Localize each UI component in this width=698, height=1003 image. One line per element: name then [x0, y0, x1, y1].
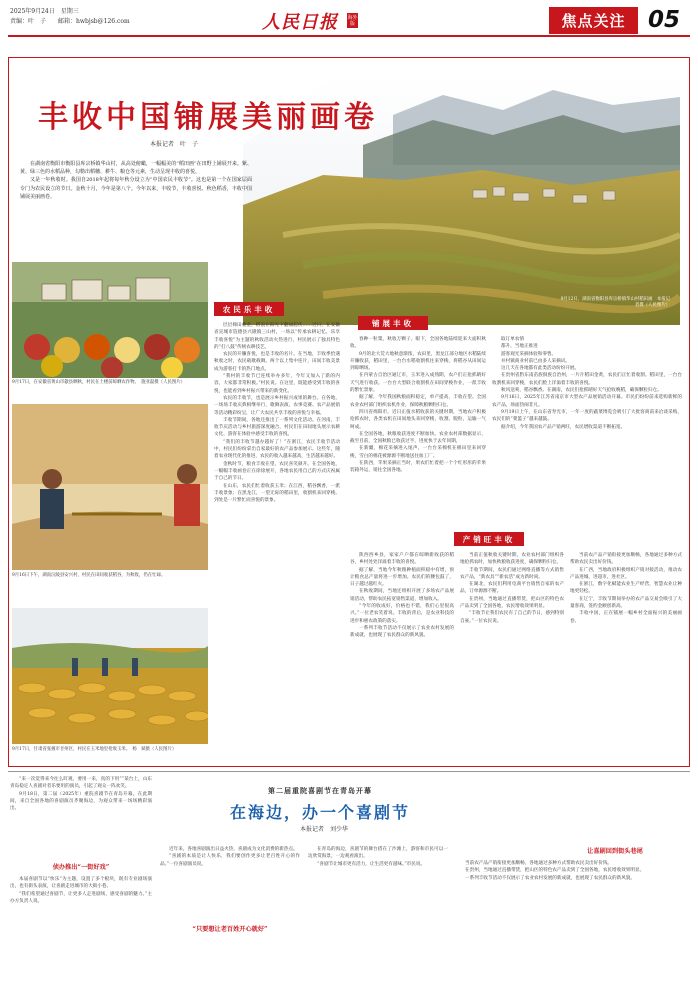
paragraph: 当前农产品产销衔接更加顺畅，各地通过多种方式帮助农民卖出好价钱。: [570, 553, 682, 566]
paragraph: 在广西，当地政府积极组织产销对接活动，推动农产品进城、进超市、进社区。: [570, 567, 682, 580]
paragraph: 层层梯田叠金，稻浪在阳光下翻涌起伏……近日，在安徽省宣城市旌德县兴隆镇三山村，一场以“传承农耕记忆，乐享丰收喜悦”为主题的秋收活动火热进行，村民展示了独具特色的“打八鼓”传统农耕技艺。: [214, 323, 340, 350]
paragraph: 并村镇商业村前已由多人采摘试。: [501, 358, 570, 364]
paragraph: 在贵州，当地通过直播带货，把山区的特色农产品卖到了全国各地，农民增收效果明显。: [465, 868, 645, 874]
header-rule: [8, 35, 690, 37]
feature-column-2: [350, 336, 486, 526]
paragraph: 9月的北大荒大地秋意渐浓，农田里，黑龙江部分地区水稻陆续开镰收获，稻田里，一台台水稻收割机往来穿梭，将稻谷从田间运到晾晒场。: [350, 351, 486, 372]
feature-column-5: [460, 552, 564, 760]
paragraph: 在陕西，苹果采摘正当时，果农们忙着把一个个红彤彤的苹果装箱外运，销往全国各地。: [350, 461, 486, 474]
paragraph: 在内蒙古自治区通辽市，玉米进入成熟期，农户们正抢抓晴好天气进行收获。一台台大型联合收割机在田间穿梭作业，一派丰收的繁忙景象。: [350, 373, 486, 394]
corn-harvest-photo: [12, 608, 208, 744]
bottom-column-1: [10, 876, 152, 996]
paragraph: “我们的丰收节越办越好了！”在浙江，农民丰收节活动中，村民们纷纷拿出自家最好的农产品参加展示。这些年，随着农业现代化的推进，农民的收入越来越高，生活越来越好。: [214, 439, 340, 460]
paragraph: 本届喜剧节以“快乐”为主题，设置了多个板块，既有专业剧场演出，也有街头表演，让喜剧走进城市的大街小巷。: [10, 877, 152, 890]
section-heading-farmers: 农民乐丰收: [214, 302, 284, 316]
paragraph: 据了解，今年我国秋粮面积稳定，单产提高，丰收在望。全国农业农村部门组织农机作业，保障秋粮颗粒归仓。: [350, 395, 486, 408]
section-heading-sales: 产销旺丰收: [454, 532, 524, 546]
feature-lead: [20, 160, 252, 242]
editors-line: 责编：叶 子 邮箱：hwbjsb@126.com: [10, 18, 130, 25]
paragraph: 农民的丰收节，也是展示乡村振兴成果的舞台。在各地，一场场丰收庆典相继举行，歌舞表演、农事竞赛、农产品展销等活动精彩纷呈，让广大农民共享丰收的喜悦与幸福。: [214, 395, 340, 416]
paragraph: 在浙江，数字化赋能农业生产经营，智慧农业让种地更轻松。: [570, 582, 682, 595]
photo1-caption: 9月17日，在安徽省黄山市歙县晒秋，村民在土楼前晾晒农作物。 施亚磊摄（人民图片）: [12, 380, 186, 385]
paragraph: 农民的开镰喜悦，也是丰收的名片。在当地，丰收季恰遇秋收之时，农民载歌载舞。两个以上集中连片，田间丰收美景成为游客打卡的热门地点。: [214, 352, 340, 372]
feature-column-6: [570, 552, 682, 760]
grain-sunning-photo: [12, 404, 208, 570]
paragraph: 秋风送爽，稻谷飘香。在湖南，农民们抢抓晴好天气抢收晚稻，确保颗粒归仓。: [501, 388, 662, 394]
bottom-column-3: [308, 846, 448, 996]
paragraph: 都升，当地正推进: [501, 344, 538, 350]
paragraph: 丰收节期间，农民们通过网络直播等方式销售农产品，“新农具”“新农活”成为新时尚。: [460, 567, 564, 580]
section-heading-harvest: 铺展丰收: [358, 316, 428, 330]
paragraph: 9月19日上午，在山东省寿光市，一年一度的蔬菜博览会吸引了大批客商前来洽谈采购，农民们的“菜篮子”越来越鼓。: [492, 409, 682, 423]
paragraph: 当前农产品产销衔接更加顺畅，各地通过多种方式帮助农民卖出好价钱。: [465, 861, 613, 866]
paragraph: 近年来，各地喜剧演出日益火热，喜剧成为文化消费的新热点。: [169, 847, 298, 852]
lead-paragraph: 在湖南省衡阳市衡阳县库宗桥镇华山村，从高处俯瞰，一幅幅美的“稻田画”在田野上铺展开来。紫、黄、绿三色的水稻品种，勾勒出稻穗、耕牛、粮仓等元素，生动呈现丰收的喜悦。: [20, 161, 252, 176]
feature-column-3: [492, 336, 682, 526]
bottom-title: 在海边，办一个喜剧节: [229, 803, 410, 822]
date-line: 2025年9月24日 星期三: [10, 8, 79, 15]
paragraph: 在贵州省黔东南苗族侗族自治州，一片片稻田金黄，农民们正忙着收割。稻田里，一台台收割机来回穿梭，农民们脸上洋溢着丰收的喜悦。: [492, 373, 682, 386]
bottom-subhead-2: “只要想让老百姓开心就好”: [192, 926, 268, 933]
paragraph: “我村的丰收节已连续举办多年，今年又加入了新的内容，大家都非常积极。”村民说。在这里，既能感受到丰收的喜悦，也能看到乡村振兴带来的新变化。: [214, 374, 340, 394]
bottom-column-1-top: [10, 776, 152, 858]
bottom-subhead-1: 侦办推出“一街好戏”: [52, 864, 110, 871]
photo-top-right-caption: 9月12日，湖南省衡阳县库宗桥镇华山村稻田画 本报记者摄（人民图片）: [560, 297, 670, 308]
lead-paragraph: 又是一年秋收时。我国自2018年起将每年秋分设立为“中国农民丰收节”。这也是第一个在国家层面专门为农民设立的节日。金秋十月，今年是第八个。今年以来，丰收节，丰收喜悦、秋色稻香，丰收中国铺展美丽画卷。: [20, 177, 252, 200]
paragraph: 一系列丰收节活动不仅展示了农业农村发展的新成就，也展现了农民群众的新风貌。: [465, 875, 635, 881]
masthead-seal: 海外版: [347, 14, 358, 27]
paragraph: “今年的收成好，价格也不错，我们心里很高兴。”一位老农笑着说。丰收的背后，是农业科技的进步和惠农政策的落实。: [350, 604, 454, 624]
paragraph: 9月16日，2025年江苏省南京市大型农产品展销活动开幕。市民们纷纷前来选购新鲜的农产品，场面热闹非凡。: [492, 395, 682, 408]
paragraph: 游客观光采摘体验和零售。: [501, 351, 557, 357]
paragraph: 金秋时节，粮食丰收在望，农民喜笑颜开。在全国各地，一幅幅丰收画卷正在徐徐展开，各地农民用自己的方式庆祝属于自己的节日。: [214, 461, 340, 482]
feature-byline: 本报记者 叶 子: [150, 141, 199, 148]
bottom-pretitle: 第二届重院喜剧节在青岛开幕: [268, 786, 372, 795]
paragraph: “喜剧节让城市更有活力，让生活更有滋味。”市民说。: [317, 861, 426, 867]
bottom-divider: [8, 771, 690, 772]
paragraph: 这几天在各地都有此类活动纷纷开展。: [501, 366, 580, 372]
paragraph: 陕西西乡县，家家户户都在晾晒新收获的稻谷，乡村处处洋溢着丰收的喜悦。: [350, 553, 454, 566]
paragraph: 在湖北，农民们利用电商平台销售自家的农产品，订单源源不断。: [460, 582, 564, 595]
paragraph: 丰收中国，正在铺展一幅乡村全面振兴的美丽画卷。: [570, 611, 682, 624]
corn-harvest-photo-art: [12, 608, 208, 744]
feature-column-1: [214, 322, 340, 760]
paragraph: 据介绍，今年我国农产品产销两旺，农民增收渠道不断拓宽。: [501, 424, 626, 430]
harvest-drying-photo: [12, 262, 208, 378]
paragraph: 取订单农情: [501, 337, 524, 342]
paragraph: 据了解，当地今年秋粮种植面积稳中有增，预计粮食总产量将进一步增加。农民们的腰包鼓了，日子越过越红火。: [350, 567, 454, 588]
bottom-column-4: [456, 860, 690, 996]
paragraph: “喜剧的本质是让人快乐，我们要创作更多让老百姓开心的作品。”一位喜剧演员说。: [160, 854, 300, 867]
paragraph: 在贵州，当地通过直播带货，把山区的特色农产品卖到了全国各地，农民增收效果明显。: [460, 596, 564, 610]
paragraph: 9月18日，第二届（2025年）重院喜剧节在青岛开幕。在此期间，来自全国各地的喜剧演员齐聚海边，为观众带来一场场精彩演出。: [10, 791, 152, 812]
paragraph: 在秋收期间，当地还组织开展了多场农产品展销活动，帮助农民拓宽销售渠道，增加收入。: [350, 589, 454, 602]
paragraph: 四川省绵阳市，近日正值水稻收获的关键时期，当地农户积极抢抓农时，各类农机在田间地头来回穿梭，收割、脱粒、运输一气呵成。: [350, 409, 486, 430]
paragraph: “丰收节让我们农民有了自己的节日，感到特别自豪。”一位农民说。: [460, 611, 564, 624]
grain-sunning-photo-art: [12, 404, 208, 570]
photo3-caption: 9月17日，甘肃省张掖市甘州区，村民在玉米地里抢收玉米。 杨 斌摄（人民图片）: [12, 747, 177, 752]
paragraph: 在新疆，棉花采摘进入尾声，一台台采棉机在棉田里来回穿梭，雪白的棉花被源源不断地送往加工厂。: [350, 446, 486, 459]
bottom-byline: 本报记者 刘少华: [300, 826, 349, 833]
feature-column-4: [350, 552, 454, 760]
page-number: 05: [648, 7, 681, 33]
paragraph: 在青岛的海边，喜剧节的舞台搭在了沙滩上，游客和市民可以一边欣赏海景，一边观看演出。: [308, 847, 448, 860]
paragraph: “我们希望通过喜剧节，让更多人走进剧场，感受喜剧的魅力。”主办方负责人说。: [10, 891, 152, 904]
section-tab: 焦点关注: [549, 7, 638, 34]
paragraph: 在辽宁，丰收节期间举办的农产品交易会吸引了大量客商，签约金额创新高。: [570, 596, 682, 610]
paragraph: “来一次觉得来今往么盯观，要用一来，真的下用””某台上，山东青岛稳定人喜剧对者乐要用的演员，引起了观众一阵欢笑。: [10, 777, 152, 790]
harvest-drying-photo-art: [12, 262, 208, 378]
bottom-column-2: [160, 846, 300, 996]
photo2-caption: 9月16日下午，湖南沅陵县安兴村，村民在田间收获稻谷，为秋收，仍在忙碌。: [12, 573, 166, 578]
paragraph: 在山东，农民们忙着收获玉米；在江西，稻谷飘香，一派丰收景象；在黑龙江，一望无际的稻田里，收割机来回穿梭。到处是一片繁忙而喜悦的景象。: [214, 483, 340, 504]
paragraph: 一系列丰收节活动不仅展示了农业农村发展的新成就，也展现了农民群众的新风貌。: [350, 625, 454, 639]
masthead: 人民日报: [262, 12, 338, 33]
paragraph: 在全国各地，秋粮收获进度不断加快。农业农村部数据显示，截至目前，全国秋粮已收获过半，进度快于去年同期。: [350, 431, 486, 445]
paragraph: 春种一粒粟，秋收万颗子。眼下，全国各地陆续迎来大面积秋收。: [350, 337, 486, 350]
paragraph: 当前正值秋收关键时期，农业农村部门组织各地抢抓农时，加快秋粮收获进度，确保颗粒归仓。: [460, 553, 564, 566]
bottom-subhead-3: 让喜剧回到街头巷尾: [587, 848, 643, 855]
paragraph: 丰收节期间，各地还推出了一系列文化活动。在河南，丰收节庆活动与乡村旅游深度融合，村民们在田间地头展示农耕文化，游客在体验中感受丰收的喜悦。: [214, 417, 340, 438]
feature-title: 丰收中国铺展美丽画卷: [38, 100, 378, 135]
